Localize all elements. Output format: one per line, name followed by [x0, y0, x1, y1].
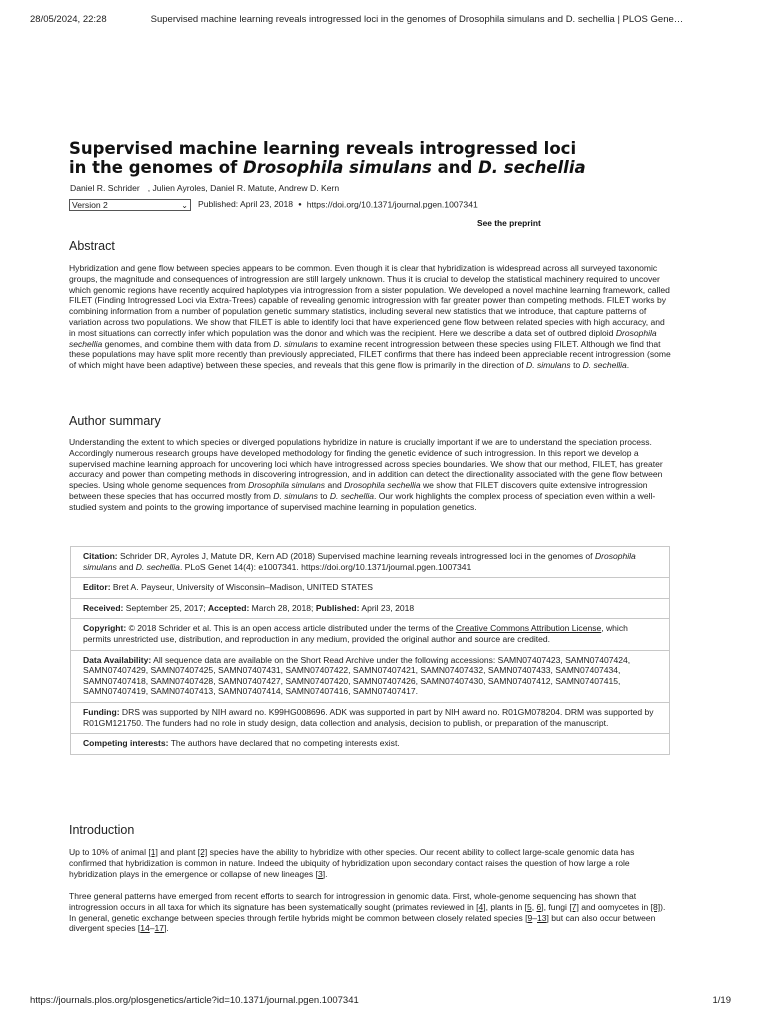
- article-info-box: [70, 546, 670, 755]
- editor-cell: Editor: Bret A. Payseur, University of Wisconsin–Madison, UNITED STATES: [71, 578, 669, 599]
- author-summary-heading: Author summary: [69, 414, 161, 428]
- ref-link[interactable]: [4]: [476, 901, 486, 912]
- ref-link[interactable]: [3]: [315, 868, 326, 879]
- print-url: https://journals.plos.org/plosgenetics/article?id=10.1371/journal.pgen.1007341: [30, 995, 359, 1006]
- abstract-text: Hybridization and gene flow between species appears to be common. Even though it is clear that hybridization is widespread across all surveyed taxonomic groups, the magnitude and consequences of introgression are still largely unknown. Thus it is crucial to develop the statistical machinery required to uncover which genomic regions have recently acquired haplotypes via introgression from a sister population. We developed a novel machine learning framework, called FILET (Finding Introgressed Loci via Extra-Trees) capable of revealing genomic introgression with far greater power than competing methods. FILET works by combining information from a number of population genetic summary statistics, including several new statistics that we introduce, that capture patterns of variation across two populations. We show that FILET is able to identify loci that have experienced gene flow between related species with high accuracy, and in most situations can correctly infer which population was the donor and which was the recipient. Here we describe a data set of outbred diploid Drosophila sechellia genomes, and combine them with data from D. simulans to examine recent introgression between these species using FILET. Although we find that these populations may have split more recently than previously appreciated, FILET confirms that there has indeed been appreciable recent introgression (some of which might have been adaptive) between these species, and reveals that this gene flow is primarily in the direction of D. simulans to D. sechellia.: [69, 263, 671, 371]
- chevron-down-icon: ⌄: [181, 200, 188, 210]
- title-species-2: D. sechellia: [478, 158, 586, 177]
- dates-cell: Received: September 25, 2017; Accepted: March 28, 2018; Published: April 23, 2018: [71, 599, 669, 620]
- author-summary-text: Understanding the extent to which species or diverged populations hybridize in nature is crucially important if we are to understand the speciation process. Accordingly numerous research groups have developed methodology for finding the genetic evidence of such introgression. In this report we develop a supervised machine learning approach for uncovering loci which have introgressed across species boundaries. We show that our method, FILET, has greater accuracy and power than competing methods in discovering introgression, and in addition can detect the directionality associated with the gene flow between species. Using whole genome sequences from Drosophila simulans and Drosophila sechellia we show that FILET discovers quite extensive introgression between these species that has occurred mostly from D. simulans to D. sechellia. Our work highlights the complex process of speciation even within a well-studied system and points to the growing importance of supervised machine learning in population genetics.: [69, 437, 663, 512]
- author-link[interactable]: Daniel R. Schrider: [70, 183, 140, 193]
- intro-paragraph-2: Three general patterns have emerged from recent efforts to search for introgression in genomic data. First, whole-genome sequencing has shown that introgression occurs in all taxa for which its signature has been systematically sought (primates reviewed in [4], plants in [5, 6], fungi [7] and oomycetes in [8]). In general, genetic exchange between species through fertile hybrids might be common between closely related species [9–13] but can also occur between divergent species [14–17].: [69, 891, 666, 934]
- print-footer: [30, 995, 738, 1006]
- author-names[interactable]: , Julien Ayroles, Daniel R. Matute, Andrew D. Kern: [147, 183, 340, 193]
- funding-cell: Funding: DRS was supported by NIH award no. K99HG008696. ADK was supported in part by NIH award no. R01GM078204. DRM was supported by R01GM121750. The funders had no role in study design, data collection and analysis, decision to publish, or preparation of the manuscript.: [71, 703, 669, 734]
- print-date: 28/05/2024, 22:28: [30, 14, 107, 25]
- ref-link[interactable]: 9: [527, 912, 533, 923]
- article-meta: [69, 199, 478, 211]
- bullet-separator: ●: [298, 202, 302, 208]
- ref-link[interactable]: 5: [526, 901, 532, 912]
- data-availability-cell: Data Availability: All sequence data are available on the Short Read Archive under the following accessions: SAMN07407423, SAMN07407424, SAMN07407429, SAMN07407425, SAMN07407431, SAMN07407422, SAMN07407421, SAMN07407432, SAMN07407433, SAMN07407434, SAMN07407418, SAMN07407428, SAMN07407427, SAMN07407420, SAMN07407426, SAMN07407430, SAMN07407412, SAMN07407415, SAMN07407419, SAMN07407413, SAMN07407414, SAMN07407416, SAMN07407417.: [71, 651, 669, 703]
- title-text: Supervised machine learning reveals introgressed loci in the genomes of: [69, 139, 577, 177]
- intro-paragraph-1: Up to 10% of animal [1] and plant [2] species have the ability to hybridize with other species. Our recent ability to collect large-scale genomic data has confirmed that hybridization is common in nature. Indeed the ubiquity of hybridization upon secondary contact raises the question of how large a role hybridization plays in the emergence or collapse of new lineages [3].: [69, 847, 635, 879]
- version-select[interactable]: [69, 199, 191, 211]
- title-and: and: [431, 158, 479, 177]
- copyright-cell: Copyright: © 2018 Schrider et al. This is an open access article distributed under the terms of the Creative Commons Attribution License, which permits unrestricted use, distribution, and reproduction in any medium, provided the original author and source are credited.: [71, 619, 669, 650]
- cc-license-link[interactable]: Creative Commons Attribution License: [455, 623, 602, 634]
- ref-link[interactable]: 13: [537, 912, 547, 923]
- ref-link[interactable]: [7]: [569, 901, 579, 912]
- introduction-heading: Introduction: [69, 823, 135, 837]
- see-preprint-link[interactable]: See the preprint: [477, 218, 541, 228]
- page-number: 1/19: [712, 995, 731, 1006]
- published-date: Published: April 23, 2018: [198, 199, 294, 210]
- abstract-heading: Abstract: [69, 239, 115, 253]
- doi-link[interactable]: https://doi.org/10.1371/journal.pgen.1007341: [306, 199, 478, 210]
- ref-link[interactable]: [8]: [650, 901, 661, 912]
- competing-interests-cell: Competing interests: The authors have declared that no competing interests exist.: [83, 738, 400, 749]
- title-species-1: Drosophila simulans: [243, 158, 432, 177]
- ref-link[interactable]: 14: [140, 923, 150, 934]
- ref-link[interactable]: 6: [536, 901, 542, 912]
- print-page-title: Supervised machine learning reveals introgressed loci in the genomes of Drosophila simulans and D. sechellia | PLOS Gene…: [150, 14, 684, 25]
- ref-link[interactable]: 17: [154, 923, 165, 934]
- author-list: [70, 183, 339, 193]
- ref-link[interactable]: [1]: [148, 847, 158, 857]
- print-header: [30, 14, 738, 25]
- article-title: [69, 139, 589, 177]
- ref-link[interactable]: [2]: [197, 847, 208, 857]
- citation-cell: Citation: Schrider DR, Ayroles J, Matute DR, Kern AD (2018) Supervised machine learning reveals introgressed loci in the genomes of Drosophila simulans and D. sechellia. PLoS Genet 14(4): e1007341. https://doi.org/10.1371/journal.pgen.1007341: [71, 547, 669, 578]
- version-value: Version 2: [72, 200, 108, 210]
